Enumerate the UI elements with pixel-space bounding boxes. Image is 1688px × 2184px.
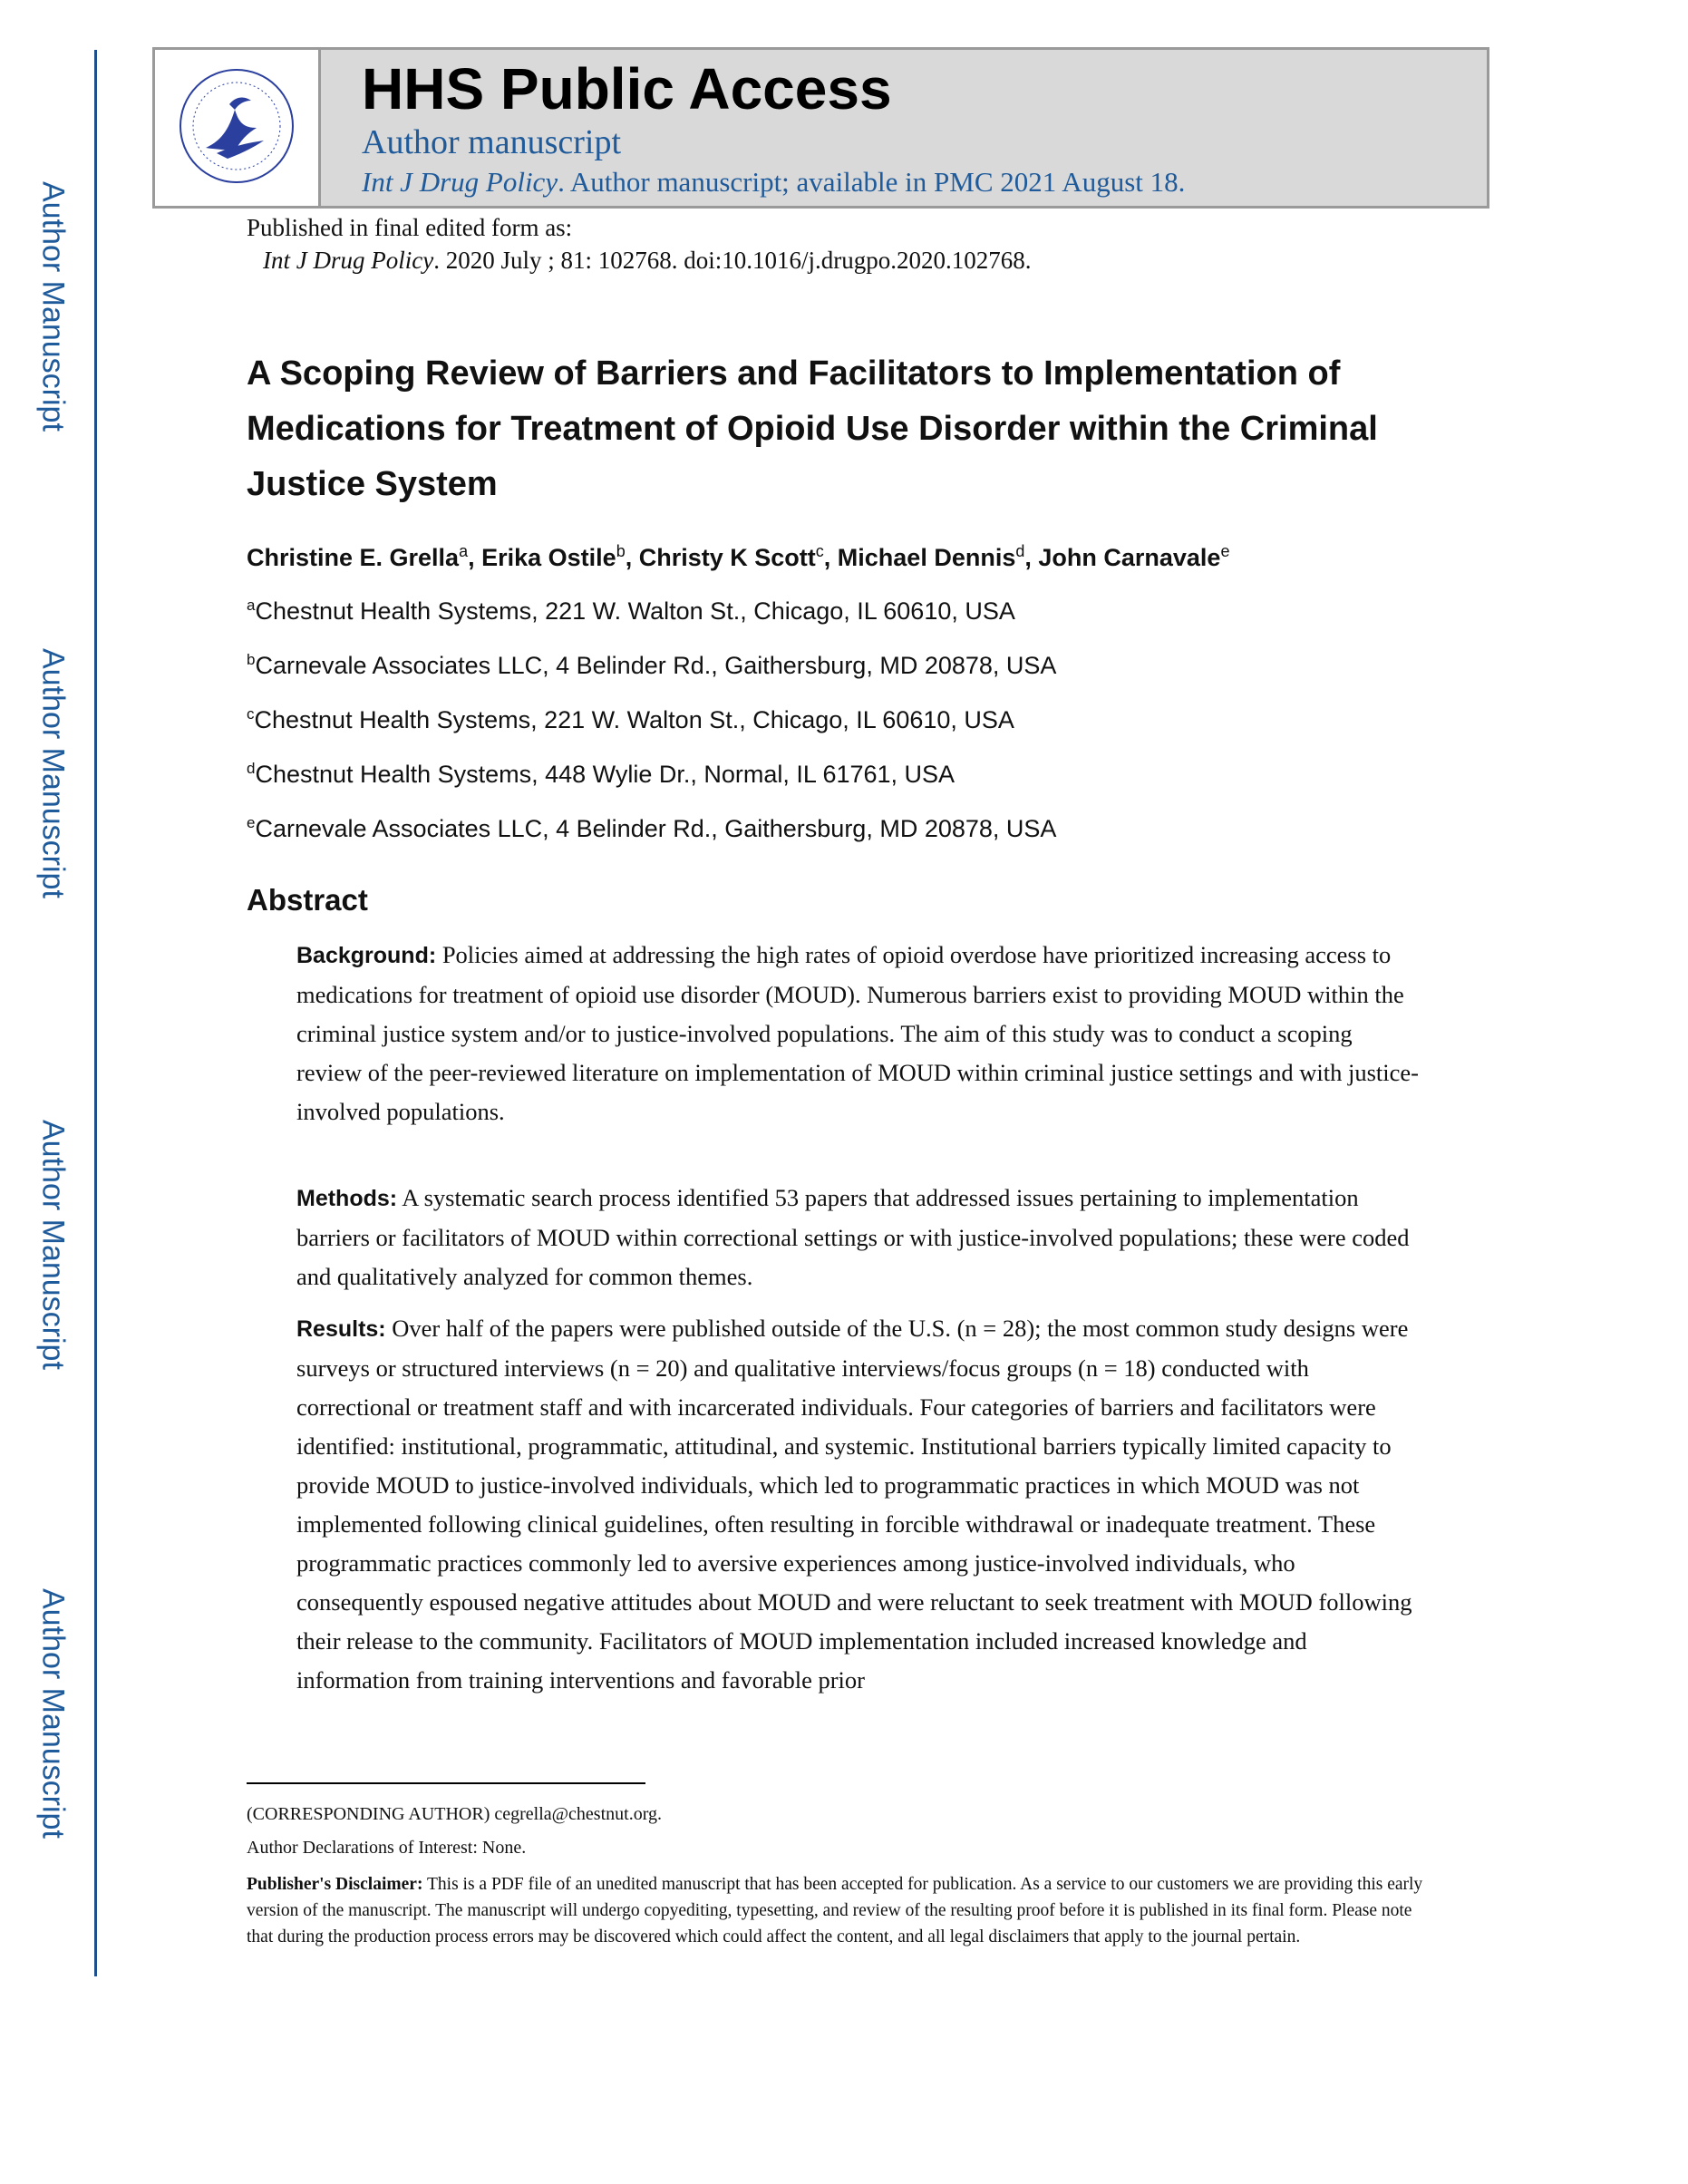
methods-label: Methods:: [296, 1186, 398, 1211]
affiliation: [247, 597, 1015, 626]
methods-text: A systematic search process identified 53 papers that addressed issues pertaining to implementation barriers or facilitators of MOUD within correctional settings or with justice-involved populations; these were coded and qualitatively analyzed for common themes.: [296, 1184, 1410, 1290]
corresponding-author: (CORRESPONDING AUTHOR) cegrella@chestnut.org.: [247, 1804, 662, 1824]
affiliation-mark: c: [247, 705, 255, 723]
margin-rule: [94, 50, 97, 1976]
author-affil-mark: c: [815, 542, 824, 560]
author-affil-mark: e: [1220, 542, 1230, 560]
author-sep: ,: [1024, 544, 1039, 571]
affiliation-text: Carnevale Associates LLC, 4 Belinder Rd., Gaithersburg, MD 20878, USA: [255, 652, 1057, 679]
publisher-disclaimer: [247, 1871, 1425, 1950]
banner-availability: [362, 166, 1185, 199]
abstract-heading: Abstract: [247, 883, 368, 917]
affiliation-mark: a: [247, 597, 256, 614]
abstract-background: [296, 936, 1421, 1131]
affiliation: [247, 651, 1056, 680]
affiliation-text: Chestnut Health Systems, 221 W. Walton St., Chicago, IL 60610, USA: [255, 597, 1015, 625]
affiliation-mark: e: [247, 814, 256, 831]
author-sep: ,: [625, 544, 639, 571]
abstract-methods: [296, 1179, 1421, 1296]
article-title: A Scoping Review of Barriers and Facilitators to Implementation of Medications for Treatment of Opioid Use Disorder within the Criminal Justice System: [247, 354, 1378, 503]
author-manuscript-label: Author Manuscript: [35, 1588, 71, 1839]
background-text: Policies aimed at addressing the high rates of opioid overdose have prioritized increasing access to medications for treatment of opioid use disorder (MOUD). Numerous barriers exist to providing MOUD within the criminal justice system and/or to justice-involved populations. The aim of this study was to conduct a scoping review of the peer-reviewed literature on implementation of MOUD within criminal justice settings and with justice-involved populations.: [296, 941, 1419, 1125]
affiliation: [247, 705, 1014, 734]
hhs-logo: [155, 50, 321, 206]
results-label: Results:: [296, 1316, 386, 1342]
published-citation-text: . 2020 July ; 81: 102768. doi:10.1016/j.drugpo.2020.102768.: [433, 247, 1032, 274]
author-affil-mark: d: [1015, 542, 1025, 560]
banner-title: HHS Public Access: [362, 56, 892, 121]
background-label: Background:: [296, 943, 437, 968]
author-affil-mark: a: [459, 542, 469, 560]
results-text: Over half of the papers were published outside of the U.S. (n = 28); the most common study designs were surveys or structured interviews (n = 20) and qualitative interviews/focus groups (n = 18) conducted with correctional or treatment staff and with incarcerated individuals. Four categories of barriers and facilitators were identified: institutional, programmatic, attitudinal, and systemic. Institutional barriers typically limited capacity to provide MOUD to justice-involved individuals, which led to programmatic practices in which MOUD was not implemented following clinical guidelines, often resulting in forcible withdrawal or inadequate treatment. These programmatic practices commonly led to aversive experiences among justice-involved individuals, who consequently espoused negative attitudes about MOUD and were reluctant to seek treatment with MOUD following their release to the community. Facilitators of MOUD implementation included increased knowledge and information from training interventions and favorable prior: [296, 1315, 1412, 1694]
abstract-results: [296, 1309, 1421, 1700]
published-label: Published in final edited form as:: [247, 214, 573, 241]
declarations: Author Declarations of Interest: None.: [247, 1838, 527, 1858]
affiliation-text: Carnevale Associates LLC, 4 Belinder Rd., Gaithersburg, MD 20878, USA: [255, 815, 1057, 842]
affiliation: [247, 814, 1056, 843]
author-manuscript-label: Author Manuscript: [35, 181, 71, 432]
banner-subtitle: Author manuscript: [362, 123, 622, 161]
affiliation: [247, 760, 955, 789]
author-manuscript-label: Author Manuscript: [35, 648, 71, 898]
author-sep: ,: [468, 544, 482, 571]
disclaimer-text: This is a PDF file of an unedited manuscript that has been accepted for publication. As a service to our customers we are providing this early version of the manuscript. The manuscript will undergo copyediting, typesetting, and review of the resulting proof before it is published in its final form. Please note that during the production process errors may be discovered which could affect the content, and all legal disclaimers that apply to the journal pertain.: [247, 1875, 1423, 1946]
author-name: Erika Ostile: [481, 544, 616, 571]
footnote-rule: [247, 1782, 645, 1784]
affiliation-text: Chestnut Health Systems, 448 Wylie Dr., Normal, IL 61761, USA: [255, 761, 956, 788]
author-name: Michael Dennis: [837, 544, 1016, 571]
author-list: [247, 542, 1229, 572]
affiliation-text: Chestnut Health Systems, 221 W. Walton St., Chicago, IL 60610, USA: [254, 706, 1014, 733]
author-name: Christine E. Grella: [247, 544, 460, 571]
author-name: Christy K Scott: [638, 544, 816, 571]
affiliation-mark: d: [247, 760, 256, 777]
author-manuscript-label: Author Manuscript: [35, 1120, 71, 1370]
affiliation-mark: b: [247, 651, 256, 668]
banner-journal: Int J Drug Policy: [362, 166, 558, 198]
hhs-banner: [152, 47, 1489, 209]
hhs-eagle-seal-icon: [175, 64, 298, 188]
author-affil-mark: b: [616, 542, 626, 560]
published-journal: Int J Drug Policy: [263, 247, 434, 274]
author-sep: ,: [823, 544, 838, 571]
published-citation: [263, 247, 1031, 275]
disclaimer-label: Publisher's Disclaimer:: [247, 1875, 423, 1894]
author-name: John Carnavale: [1038, 544, 1221, 571]
banner-availability-text: . Author manuscript; available in PMC 2021 August 18.: [558, 166, 1186, 198]
